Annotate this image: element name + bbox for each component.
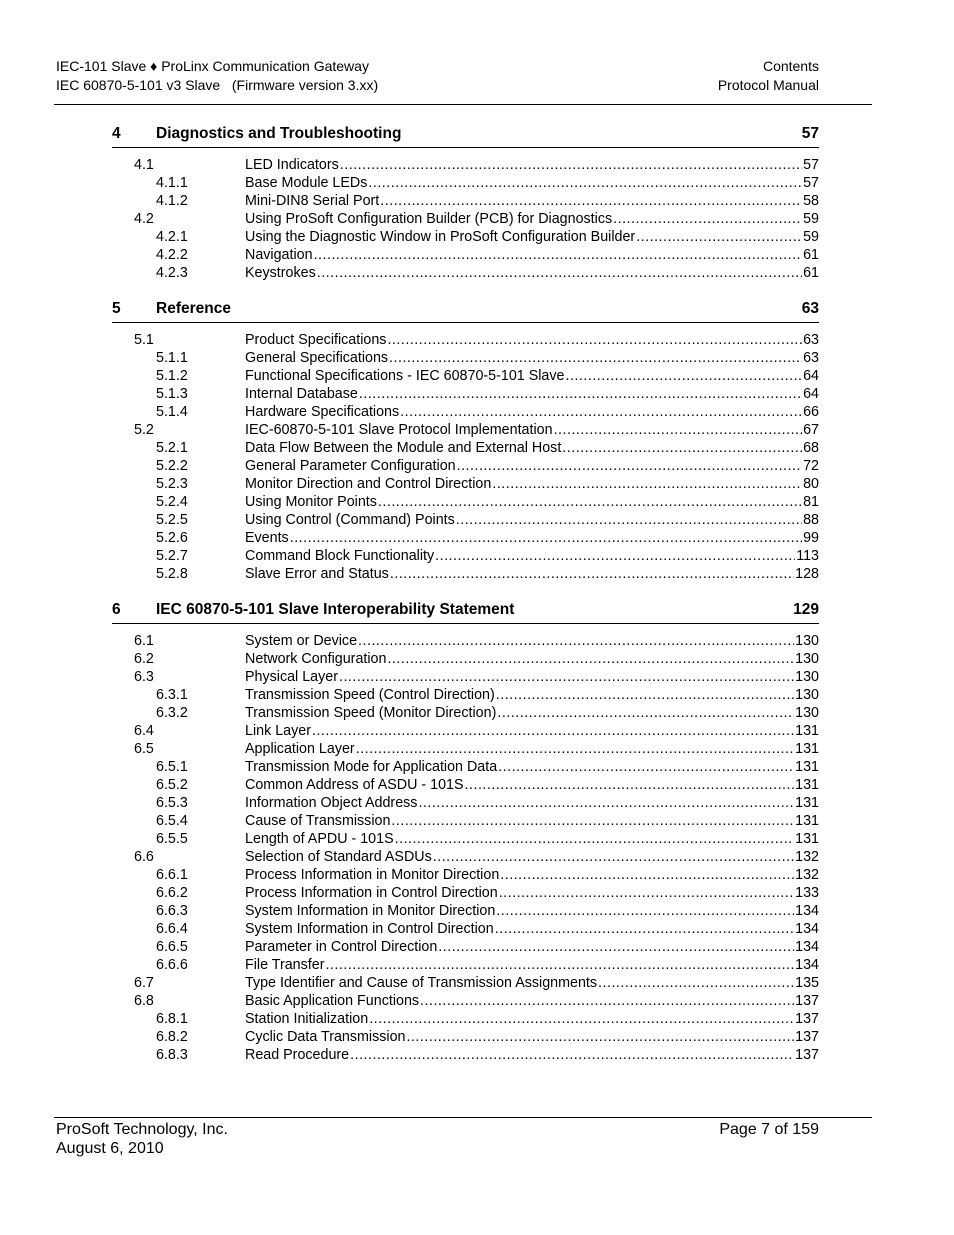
entry-page: 131 [795, 831, 819, 847]
entry-page: 134 [795, 939, 819, 955]
entry-number: 6.5.1 [156, 759, 188, 775]
toc-entry[interactable] [112, 367, 819, 385]
toc-entry[interactable] [112, 457, 819, 475]
entry-page: 131 [795, 813, 819, 829]
dot-leader [380, 192, 802, 210]
entry-number: 5.2.1 [156, 440, 188, 456]
toc-entry[interactable] [112, 156, 819, 174]
entry-title: System Information in Control Direction [245, 921, 494, 937]
toc-entry[interactable] [112, 264, 819, 282]
entry-title: Cause of Transmission [245, 813, 391, 829]
header-protocol-line: IEC 60870-5-101 v3 Slave (Firmware version 3.xx) [56, 77, 379, 93]
entry-page: 63 [803, 332, 819, 348]
toc-chapter-heading[interactable] [112, 125, 819, 148]
entry-page: 64 [803, 386, 819, 402]
toc-chapter-heading[interactable] [112, 601, 819, 624]
toc-entry[interactable] [112, 529, 819, 547]
entry-number: 4.1 [134, 157, 154, 173]
entry-page: 99 [803, 530, 819, 546]
entry-number: 5.2.3 [156, 476, 188, 492]
entry-page: 58 [803, 193, 819, 209]
entry-title: Events [245, 530, 289, 546]
dot-leader [406, 1028, 794, 1046]
toc-entry[interactable] [112, 704, 819, 722]
entry-number: 4.1.2 [156, 193, 188, 209]
entry-page: 72 [803, 458, 819, 474]
toc-entry[interactable] [112, 722, 819, 740]
entry-number: 5.1.4 [156, 404, 188, 420]
entry-number: 6.6.5 [156, 939, 188, 955]
entry-title: Cyclic Data Transmission [245, 1029, 406, 1045]
toc-entry[interactable] [112, 920, 819, 938]
entry-number: 6.2 [134, 651, 154, 667]
footer-company: ProSoft Technology, Inc. [56, 1121, 228, 1138]
entry-number: 4.1.1 [156, 175, 188, 191]
entry-title: Using Control (Command) Points [245, 512, 455, 528]
table-of-contents [112, 125, 819, 1064]
entry-page: 128 [795, 566, 819, 582]
chapter-title: Reference [156, 300, 231, 317]
entry-page: 132 [795, 849, 819, 865]
toc-entry[interactable] [112, 246, 819, 264]
entry-title: IEC-60870-5-101 Slave Protocol Implementation [245, 422, 553, 438]
dot-leader [325, 956, 794, 974]
entry-number: 6.5.5 [156, 831, 188, 847]
toc-entry[interactable] [112, 493, 819, 511]
toc-entry[interactable] [112, 812, 819, 830]
toc-entry[interactable] [112, 192, 819, 210]
entry-title: Slave Error and Status [245, 566, 389, 582]
toc-chapter-heading[interactable] [112, 300, 819, 323]
entry-page: 131 [795, 795, 819, 811]
entry-title: Application Layer [245, 741, 355, 757]
dot-leader [391, 812, 794, 830]
toc-entry[interactable] [112, 1028, 819, 1046]
toc-entry[interactable] [112, 758, 819, 776]
toc-entry[interactable] [112, 632, 819, 650]
dot-leader [369, 1010, 794, 1028]
entry-number: 6.4 [134, 723, 154, 739]
toc-entry[interactable] [112, 866, 819, 884]
dot-leader [497, 704, 794, 722]
entry-number: 6.6.3 [156, 903, 188, 919]
chapter-title: Diagnostics and Troubleshooting [156, 125, 402, 142]
entry-page: 113 [796, 548, 819, 564]
entry-number: 5.1.3 [156, 386, 188, 402]
toc-entry[interactable] [112, 174, 819, 192]
entry-number: 5.1.2 [156, 368, 188, 384]
dot-leader [457, 457, 803, 475]
dot-leader [387, 331, 802, 349]
entry-number: 5.2.4 [156, 494, 188, 510]
chapter-page: 63 [801, 300, 819, 317]
entry-title: Using Monitor Points [245, 494, 377, 510]
chapter-spacer [112, 282, 819, 300]
entry-page: 137 [795, 1047, 819, 1063]
dot-leader [387, 650, 794, 668]
toc-entry[interactable] [112, 1010, 819, 1028]
entry-number: 6.6.2 [156, 885, 188, 901]
toc-entry[interactable] [112, 884, 819, 902]
entry-page: 80 [803, 476, 819, 492]
dot-leader [339, 668, 794, 686]
dot-leader [565, 367, 802, 385]
entry-number: 5.2.2 [156, 458, 188, 474]
toc-entry[interactable] [112, 956, 819, 974]
toc-entry[interactable] [112, 740, 819, 758]
entry-title: Process Information in Monitor Direction [245, 867, 500, 883]
entry-title: Product Specifications [245, 332, 387, 348]
page-header [56, 57, 819, 95]
entry-page: 59 [803, 211, 819, 227]
dot-leader [314, 246, 803, 264]
entry-page: 59 [803, 229, 819, 245]
entry-title: Transmission Mode for Application Data [245, 759, 498, 775]
entry-page: 61 [803, 247, 819, 263]
toc-entry[interactable] [112, 1046, 819, 1064]
dot-leader [356, 740, 794, 758]
entry-title: Internal Database [245, 386, 358, 402]
dot-leader [400, 403, 802, 421]
dot-leader [598, 974, 794, 992]
dot-leader [390, 565, 794, 583]
dot-leader [340, 156, 802, 174]
toc-entry[interactable] [112, 403, 819, 421]
entry-page: 133 [795, 885, 819, 901]
entry-number: 6.8.2 [156, 1029, 188, 1045]
entry-number: 6.8.1 [156, 1011, 188, 1027]
entry-title: Selection of Standard ASDUs [245, 849, 432, 865]
header-divider [54, 104, 872, 105]
entry-number: 5.2 [134, 422, 154, 438]
toc-entry[interactable] [112, 902, 819, 920]
entry-title: Process Information in Control Direction [245, 885, 498, 901]
dot-leader [317, 264, 802, 282]
entry-page: 130 [795, 687, 819, 703]
entry-title: Base Module LEDs [245, 175, 368, 191]
toc-entry[interactable] [112, 439, 819, 457]
dot-leader [456, 511, 802, 529]
entry-number: 6.3 [134, 669, 154, 685]
entry-page: 137 [795, 993, 819, 1009]
toc-entry[interactable] [112, 974, 819, 992]
dot-leader [496, 686, 794, 704]
entry-number: 6.7 [134, 975, 154, 991]
toc-entry[interactable] [112, 511, 819, 529]
entry-page: 57 [803, 175, 819, 191]
toc-entry[interactable] [112, 349, 819, 367]
entry-number: 4.2.1 [156, 229, 188, 245]
dot-leader [492, 475, 802, 493]
dot-leader [420, 992, 794, 1010]
entry-title: System or Device [245, 633, 358, 649]
toc-entry[interactable] [112, 938, 819, 956]
toc-entry[interactable] [112, 228, 819, 246]
dot-leader [636, 228, 802, 246]
entry-number: 5.2.7 [156, 548, 188, 564]
entry-title: Length of APDU - 101S [245, 831, 394, 847]
toc-entry[interactable] [112, 794, 819, 812]
dot-leader [465, 776, 795, 794]
entry-number: 5.2.6 [156, 530, 188, 546]
dot-leader [312, 722, 794, 740]
entry-title: Station Initialization [245, 1011, 369, 1027]
toc-entry[interactable] [112, 650, 819, 668]
toc-entry[interactable] [112, 848, 819, 866]
footer-divider [54, 1117, 872, 1118]
chapter-page: 129 [793, 601, 819, 618]
entry-number: 5.2.8 [156, 566, 188, 582]
entry-number: 6.8 [134, 993, 154, 1009]
dot-leader [358, 632, 794, 650]
entry-title: Using the Diagnostic Window in ProSoft Configuration Builder [245, 229, 636, 245]
dot-leader [389, 349, 802, 367]
entry-page: 130 [795, 669, 819, 685]
dot-leader [438, 938, 794, 956]
entry-title: LED Indicators [245, 157, 339, 173]
entry-title: System Information in Monitor Direction [245, 903, 496, 919]
entry-title: General Parameter Configuration [245, 458, 456, 474]
entry-page: 134 [795, 957, 819, 973]
entry-title: Functional Specifications - IEC 60870-5-101 Slave [245, 368, 565, 384]
toc-entry[interactable] [112, 385, 819, 403]
entry-title: Keystrokes [245, 265, 316, 281]
entry-page: 57 [803, 157, 819, 173]
dot-leader [435, 547, 795, 565]
entry-title: Basic Application Functions [245, 993, 420, 1009]
entry-title: Read Procedure [245, 1047, 350, 1063]
toc-entry[interactable] [112, 668, 819, 686]
entry-title: General Specifications [245, 350, 389, 366]
entry-page: 64 [803, 368, 819, 384]
entry-title: Monitor Direction and Control Direction [245, 476, 492, 492]
entry-title: Navigation [245, 247, 313, 263]
toc-entry[interactable] [112, 331, 819, 349]
entry-page: 63 [803, 350, 819, 366]
dot-leader [368, 174, 802, 192]
entry-number: 6.3.1 [156, 687, 188, 703]
entry-number: 6.6 [134, 849, 154, 865]
dot-leader [359, 385, 802, 403]
entry-page: 131 [795, 759, 819, 775]
entry-page: 137 [795, 1029, 819, 1045]
entry-number: 6.3.2 [156, 705, 188, 721]
toc-entry[interactable] [112, 565, 819, 583]
entry-title: Command Block Functionality [245, 548, 435, 564]
entry-page: 131 [795, 723, 819, 739]
dot-leader [378, 493, 802, 511]
chapter-number: 6 [112, 601, 121, 618]
entry-title: Information Object Address [245, 795, 418, 811]
footer-date: August 6, 2010 [56, 1140, 164, 1157]
entry-title: Transmission Speed (Control Direction) [245, 687, 495, 703]
dot-leader [418, 794, 794, 812]
toc-entry[interactable] [112, 992, 819, 1010]
footer-page-number: Page 7 of 159 [719, 1121, 819, 1138]
entry-number: 4.2.3 [156, 265, 188, 281]
dot-leader [498, 758, 794, 776]
entry-number: 6.5 [134, 741, 154, 757]
entry-page: 130 [795, 651, 819, 667]
entry-page: 135 [795, 975, 819, 991]
entry-number: 5.2.5 [156, 512, 188, 528]
entry-page: 134 [795, 903, 819, 919]
entry-page: 66 [803, 404, 819, 420]
entry-page: 68 [803, 440, 819, 456]
dot-leader [350, 1046, 794, 1064]
entry-number: 6.6.1 [156, 867, 188, 883]
dot-leader [433, 848, 794, 866]
entry-title: Type Identifier and Cause of Transmission Assignments [245, 975, 598, 991]
dot-leader [290, 529, 802, 547]
entry-number: 5.1.1 [156, 350, 188, 366]
toc-entry[interactable] [112, 547, 819, 565]
page-footer [56, 1120, 819, 1158]
entry-title: Common Address of ASDU - 101S [245, 777, 464, 793]
entry-number: 6.5.2 [156, 777, 188, 793]
entry-page: 61 [803, 265, 819, 281]
toc-entry[interactable] [112, 421, 819, 439]
toc-entry[interactable] [112, 210, 819, 228]
chapter-title: IEC 60870-5-101 Slave Interoperability Statement [156, 601, 515, 618]
entry-title: Link Layer [245, 723, 311, 739]
entry-page: 131 [795, 741, 819, 757]
entry-title: Using ProSoft Configuration Builder (PCB) for Diagnostics [245, 211, 613, 227]
entry-page: 132 [795, 867, 819, 883]
entry-number: 4.2.2 [156, 247, 188, 263]
entry-page: 130 [795, 633, 819, 649]
entry-page: 131 [795, 777, 819, 793]
entry-page: 137 [795, 1011, 819, 1027]
toc-entry[interactable] [112, 475, 819, 493]
entry-page: 134 [795, 921, 819, 937]
entry-page: 67 [803, 422, 819, 438]
entry-title: Network Configuration [245, 651, 387, 667]
dot-leader [562, 439, 802, 457]
dot-leader [499, 884, 794, 902]
entry-number: 6.5.4 [156, 813, 188, 829]
entry-number: 6.5.3 [156, 795, 188, 811]
entry-title: Transmission Speed (Monitor Direction) [245, 705, 497, 721]
entry-number: 5.1 [134, 332, 154, 348]
entry-number: 6.6.4 [156, 921, 188, 937]
toc-entry[interactable] [112, 830, 819, 848]
chapter-spacer [112, 583, 819, 601]
header-product-line: IEC-101 Slave ♦ ProLinx Communication Gateway [56, 58, 369, 74]
toc-entry[interactable] [112, 776, 819, 794]
entry-page: 88 [803, 512, 819, 528]
toc-entry[interactable] [112, 686, 819, 704]
entry-title: Mini-DIN8 Serial Port [245, 193, 380, 209]
header-section: Contents [762, 58, 819, 74]
chapter-number: 4 [112, 125, 121, 142]
entry-title: Parameter in Control Direction [245, 939, 438, 955]
chapter-page: 57 [801, 125, 819, 142]
chapter-number: 5 [112, 300, 121, 317]
entry-title: Data Flow Between the Module and External Host [245, 440, 562, 456]
entry-number: 4.2 [134, 211, 154, 227]
dot-leader [554, 421, 803, 439]
dot-leader [395, 830, 795, 848]
entry-page: 130 [795, 705, 819, 721]
entry-number: 6.8.3 [156, 1047, 188, 1063]
entry-title: Hardware Specifications [245, 404, 400, 420]
dot-leader [613, 210, 802, 228]
entry-number: 6.1 [134, 633, 154, 649]
entry-title: Physical Layer [245, 669, 338, 685]
dot-leader [500, 866, 794, 884]
dot-leader [496, 902, 794, 920]
header-doc-type: Protocol Manual [717, 77, 819, 93]
dot-leader [495, 920, 794, 938]
entry-number: 6.6.6 [156, 957, 188, 973]
entry-page: 81 [803, 494, 819, 510]
entry-title: File Transfer [245, 957, 325, 973]
